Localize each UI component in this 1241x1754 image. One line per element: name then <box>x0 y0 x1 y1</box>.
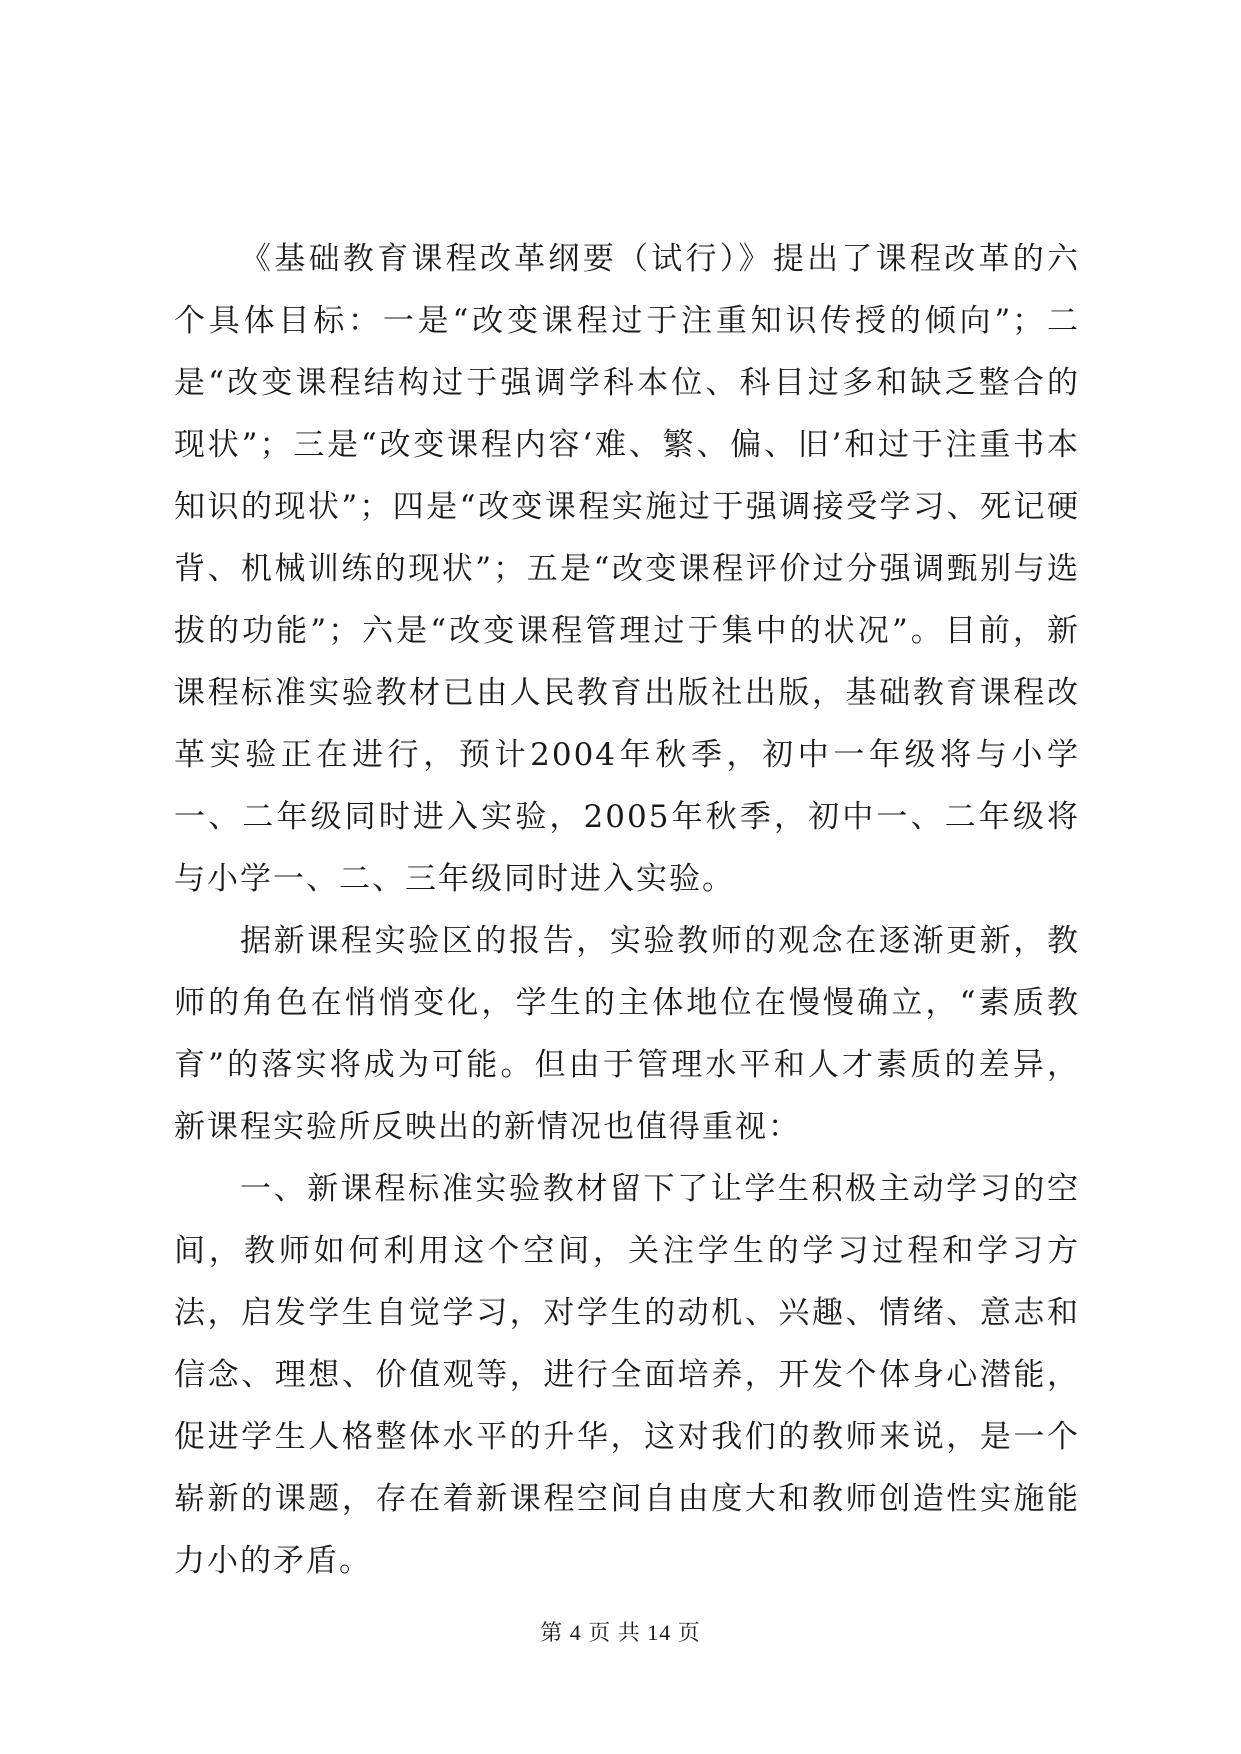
paragraph-curriculum-goals: 《基础教育课程改革纲要（试行）》提出了课程改革的六个具体目标：一是“改变课程过于注重知识传授的倾向”；二是“改变课程结构过于强调学科本位、科目过多和缺乏整合的现状”；三是“改变课程内容‘难、繁、偏、旧’和过于注重书本知识的现状”；四是“改变课程实施过于强调接受学习、死记硬背、机械训练的现状”；五是“改变课程评价过分强调甄别与选拔的功能”；六是“改变课程管理过于集中的状况”。目前，新课程标准实验教材已由人民教育出版社出版，基础教育课程改革实验正在进行，预计2004年秋季，初中一年级将与小学一、二年级同时进入实验，2005年秋季，初中一、二年级将与小学一、二、三年级同时进入实验。 <box>174 241 1080 897</box>
paragraph-experiment-report: 据新课程实验区的报告，实验教师的观念在逐渐更新，教师的角色在悄悄变化，学生的主体地位在慢慢确立，“素质教育”的落实将成为可能。但由于管理水平和人才素质的差异，新课程实验所反映出的新情况也值得重视： <box>174 923 1080 1145</box>
paragraph-issue-one: 一、新课程标准实验教材留下了让学生积极主动学习的空间，教师如何利用这个空间，关注学生的学习过程和学习方法，启发学生自觉学习，对学生的动机、兴趣、情绪、意志和信念、理想、价值观等，进行全面培养，开发个体身心潜能，促进学生人格整体水平的升华，这对我们的教师来说，是一个崭新的课题，存在着新课程空间自由度大和教师创造性实施能力小的矛盾。 <box>174 1171 1080 1579</box>
document-body <box>174 228 1080 1592</box>
page-footer: 第 4 页 共 14 页 <box>540 1620 701 1645</box>
